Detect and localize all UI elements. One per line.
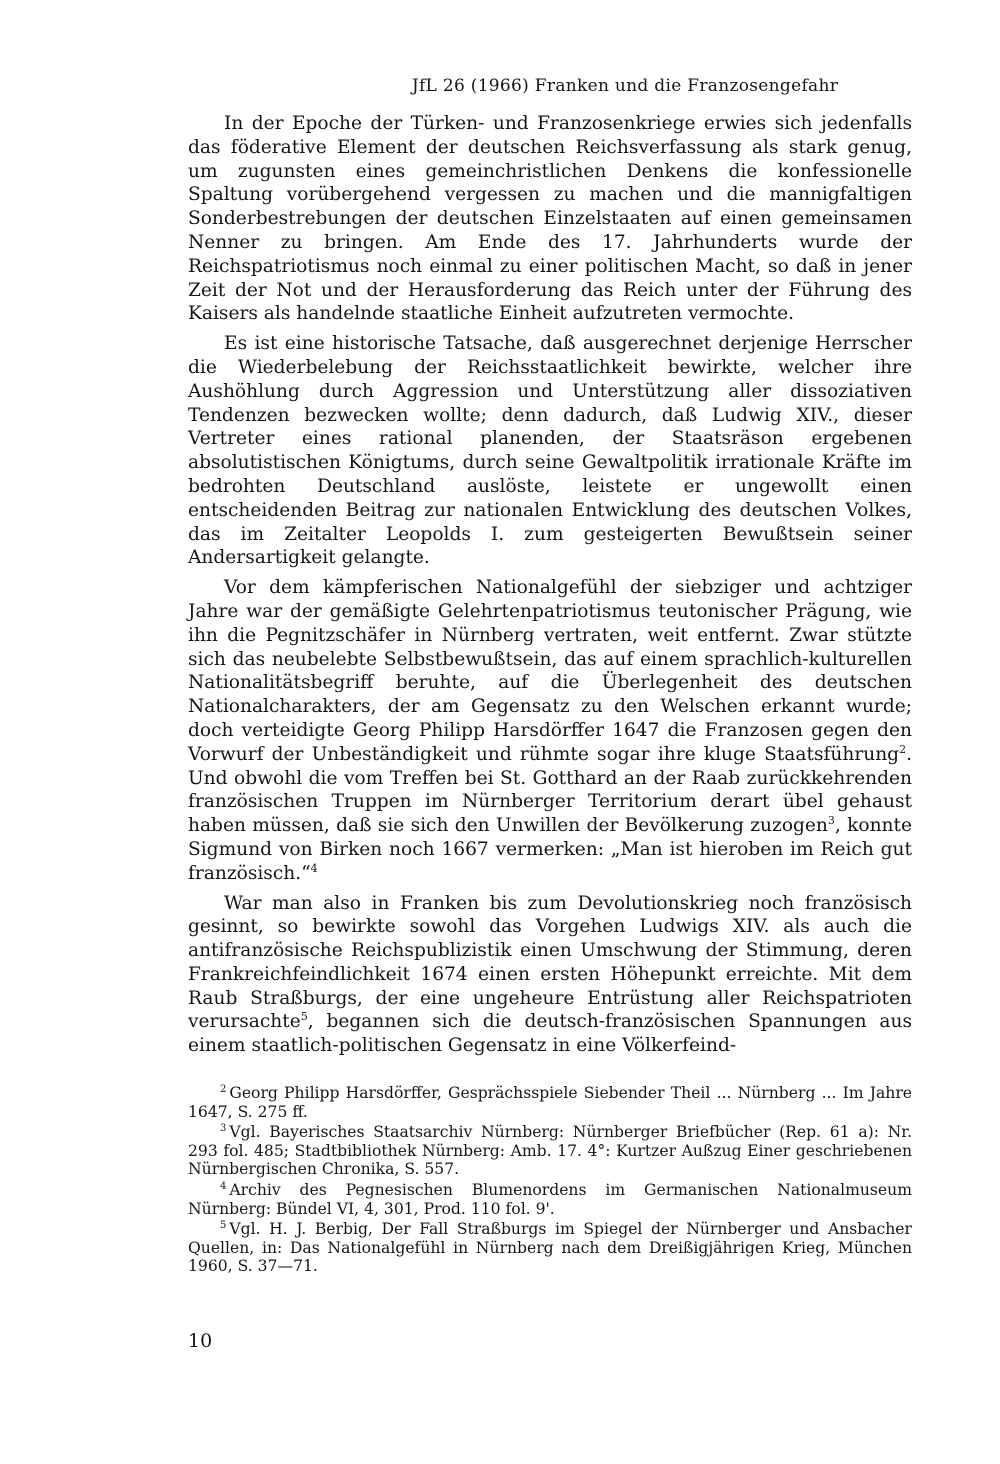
footnote-number: 3	[220, 1123, 227, 1135]
page-number: 10	[188, 1330, 213, 1352]
footnotes	[188, 1084, 912, 1276]
body-text	[188, 112, 912, 1058]
paragraph-text: In der Epoche der Türken- und Franzosenkriege erwies sich jedenfalls das föderative Element der deutschen Reichsverfassung als stark genug, um zugunsten eines gemeinchristlichen Denkens die konfessionelle Spaltung vorübergehend vergessen zu machen und die mannigfaltigen Sonderbestrebungen der deutschen Einzelstaaten auf einen gemeinsamen Nenner zu bringen. Am Ende des 17. Jahrhunderts wurde der Reichspatriotismus noch einmal zu einer politischen Macht, so daß in jener Zeit der Not und der Herausforderung das Reich unter der Führung des Kaisers als handelnde staatliche Einheit aufzutreten vermochte.	[188, 113, 912, 325]
paragraph-text: Vor dem kämpferischen Nationalgefühl der siebziger und achtziger Jahre war der gemäßigte Gelehrtenpatriotismus teutonischer Prägung, wie ihn die Pegnitzschäfer in Nürnberg vertraten, weit entfernt. Zwar stützte sich das neubelebte Selbstbewußtsein, das auf einem sprachlich-kulturellen Nationalitätsbegriff beruhte, auf die Überlegenheit des deutschen Nationalcharakters, der am Gegensatz zu den Welschen erkannt wurde; doch verteidigte Georg Philipp Harsdörffer 1647 die Franzosen gegen den Vorwurf der Unbeständigkeit und rühmte sogar ihre kluge Staatsführung	[188, 577, 912, 765]
paragraph	[188, 112, 912, 326]
footnote-text: Archiv des Pegnesischen Blumenordens im Germanischen Nationalmuseum Nürnberg: Bündel VI, 4, 301, Prod. 110 fol. 9'.	[188, 1181, 912, 1218]
footnote-number: 2	[220, 1083, 227, 1095]
footnote-text: Vgl. Bayerisches Staatsarchiv Nürnberg: Nürnberger Briefbücher (Rep. 61 a): Nr. 293 fol. 485; Stadtbibliothek Nürnberg: Amb. 17. 4°: Kurtzer Außzug Einer geschriebenen Nürnbergischen Chronika, S. 557.	[188, 1123, 912, 1179]
footnote	[188, 1181, 912, 1218]
footnote	[188, 1084, 912, 1121]
footnote-number: 4	[220, 1180, 227, 1192]
paragraph-text: Es ist eine historische Tatsache, daß ausgerechnet derjenige Herrscher die Wiederbelebung der Reichsstaatlichkeit bewirkte, welcher ihre Aushöhlung durch Aggression und Unterstützung aller dissoziativen Tendenzen bezwecken wollte; denn dadurch, daß Ludwig XIV., dieser Vertreter eines rational planenden, der Staatsräson ergebenen absolutistischen Königtums, durch seine Gewaltpolitik irrationale Kräfte im bedrohten Deutschland auslöste, leistete er ungewollt einen entscheidenden Beitrag zur nationalen Entwicklung des deutschen Volkes, das im Zeitalter Leopolds I. zum gesteigerten Bewußtsein seiner Andersartigkeit gelangte.	[188, 333, 912, 569]
footnote	[188, 1220, 912, 1276]
paragraph-text: , begannen sich die deutsch-französischen Spannungen aus einem staatlich-politischen Gegensatz in eine Völkerfeind-	[188, 1011, 912, 1057]
footnote-reference[interactable]: 3	[827, 813, 835, 827]
footnote-reference[interactable]: 2	[899, 742, 907, 756]
footnote	[188, 1123, 912, 1179]
running-head: JfL 26 (1966) Franken und die Franzosengefahr	[411, 76, 839, 96]
paragraph-text: . Und obwohl die vom Treffen bei St. Gotthard an der Raab zurückkehrenden französischen Truppen im Nürnberger Territorium derart übel gehaust haben müssen, daß sie sich den Unwillen der Bevölkerung zuzogen	[188, 743, 912, 837]
page	[188, 76, 912, 1278]
footnote-text: Vgl. H. J. Berbig, Der Fall Straßburgs im Spiegel der Nürnberger und Ansbacher Quellen, in: Das Nationalgefühl in Nürnberg nach dem Dreißigjährigen Krieg, München 1960, S. 37—71.	[188, 1220, 912, 1276]
footnote-reference[interactable]: 4	[310, 861, 318, 875]
footnote-text: Georg Philipp Harsdörffer, Gesprächsspiele Siebender Theil ... Nürnberg ... Im Jahre 1647, S. 275 ff.	[188, 1084, 912, 1121]
paragraph	[188, 332, 912, 570]
footnote-reference[interactable]: 5	[300, 1010, 308, 1024]
paragraph	[188, 892, 912, 1059]
footnote-number: 5	[220, 1220, 227, 1232]
paragraph-text: , konnte Sigmund von Birken noch 1667 vermerken: „Man ist hieroben im Reich gut französisch.“	[188, 815, 912, 884]
paragraph	[188, 576, 912, 885]
paragraph-text: War man also in Franken bis zum Devolutionskrieg noch französisch gesinnt, so bewirkte sowohl das Vorgehen Ludwigs XIV. als auch die antifranzösische Reichspublizistik einen Umschwung der Stimmung, deren Frankreichfeindlichkeit 1674 einen ersten Höhepunkt erreichte. Mit dem Raub Straßburgs, der eine ungeheure Entrüstung aller Reichspatrioten verursachte	[188, 892, 912, 1033]
